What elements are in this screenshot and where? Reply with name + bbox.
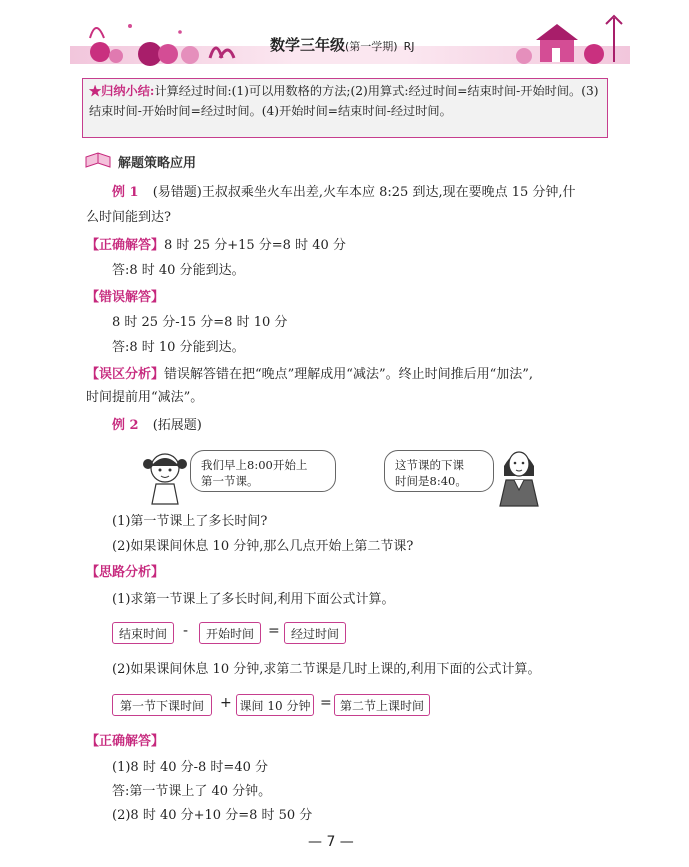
girl-illustration — [142, 448, 188, 506]
formula2-break-10min: 课间 10 分钟 — [236, 694, 314, 716]
bubble-girl-line2: 第一节课。 — [201, 474, 259, 488]
bubble-teacher-line1: 这节课的下课 — [395, 458, 464, 472]
example1-problem-text: 王叔叔乘坐火车出差,火车本应 8:25 到达,现在要晚点 15 分钟,什 — [201, 185, 576, 200]
wrong-calc: 8 时 25 分-15 分=8 时 10 分 — [112, 315, 288, 330]
example1-correct — [86, 236, 346, 256]
summary-box — [82, 78, 608, 138]
bubble-girl-line1: 我们早上8:00开始上 — [201, 458, 308, 472]
formula2-first-class-end: 第一节下课时间 — [112, 694, 212, 716]
section-heading — [84, 150, 196, 172]
answer-1-calc: (1)8 时 40 分-8 时=40 分 — [112, 760, 268, 775]
example1-problem-line2: 么时间能到达? — [86, 210, 171, 225]
analysis-text: 错误解答错在把“晚点”理解成用“减法”。终止时间推后用“加法”, — [164, 367, 534, 382]
speech-bubble-teacher — [384, 450, 494, 492]
think-label: 【思路分析】 — [86, 565, 165, 580]
formula1-end-time: 结束时间 — [112, 622, 174, 644]
bubble-teacher-line2: 时间是8:40。 — [395, 474, 467, 488]
example1-correct-answer: 答:8 时 40 分能到达。 — [112, 263, 245, 278]
page-number: — 7 — — [308, 834, 354, 850]
example2-heading — [112, 416, 202, 436]
example1-label: 例 1 — [112, 185, 139, 200]
correct-label: 【正确解答】 — [86, 238, 165, 253]
teacher-illustration — [494, 442, 544, 508]
summary-lead: ★归纳小结: — [89, 84, 155, 98]
formula2-equals: = — [320, 695, 332, 711]
book-icon — [84, 151, 112, 171]
page-header — [70, 8, 630, 70]
example2-tag: (拓展题) — [152, 418, 202, 433]
formula1-start-time: 开始时间 — [199, 622, 261, 644]
example1-problem-line1 — [112, 183, 576, 203]
wrong-label: 【错误解答】 — [86, 290, 165, 305]
think-2: (2)如果课间休息 10 分钟,求第二节课是几时上课的,利用下面的公式计算。 — [112, 662, 541, 677]
example2-label: 例 2 — [112, 418, 139, 433]
wrong-answer: 答:8 时 10 分能到达。 — [112, 340, 245, 355]
summary-text: 计算经过时间:(1)可以用数格的方法;(2)用算式:经过时间=结束时间-开始时间。(3)结束时间-开始时间=经过时间。(4)开始时间=结束时间-经过时间。 — [89, 84, 599, 118]
answer-1-text: 答:第一节课上了 40 分钟。 — [112, 784, 272, 799]
answer-2-calc: (2)8 时 40 分+10 分=8 时 50 分 — [112, 808, 313, 823]
section-title: 解题策略应用 — [118, 155, 197, 171]
analysis-line2: 时间提前用“减法”。 — [86, 390, 204, 405]
header-decoration-left — [70, 8, 240, 68]
example2-correct-label: 【正确解答】 — [86, 734, 165, 749]
formula1-elapsed-time: 经过时间 — [284, 622, 346, 644]
analysis-label: 【误区分析】 — [86, 367, 165, 382]
think-1: (1)求第一节课上了多长时间,利用下面公式计算。 — [112, 592, 395, 607]
formula1-minus: - — [183, 623, 189, 639]
example1-tag: (易错题) — [152, 185, 202, 200]
question-2: (2)如果课间休息 10 分钟,那么几点开始上第二节课? — [112, 539, 414, 554]
question-1: (1)第一节课上了多长时间? — [112, 514, 268, 529]
formula2-plus: + — [220, 695, 232, 711]
formula2-second-class-start: 第二节上课时间 — [334, 694, 430, 716]
correct-calc: 8 时 25 分+15 分=8 时 40 分 — [164, 238, 346, 253]
speech-bubble-girl — [190, 450, 336, 492]
formula1-equals: = — [268, 623, 280, 639]
header-decoration-right — [510, 8, 630, 68]
analysis-line1 — [86, 365, 533, 385]
header-title: 数学三年级(第一学期) RJ — [270, 36, 415, 54]
